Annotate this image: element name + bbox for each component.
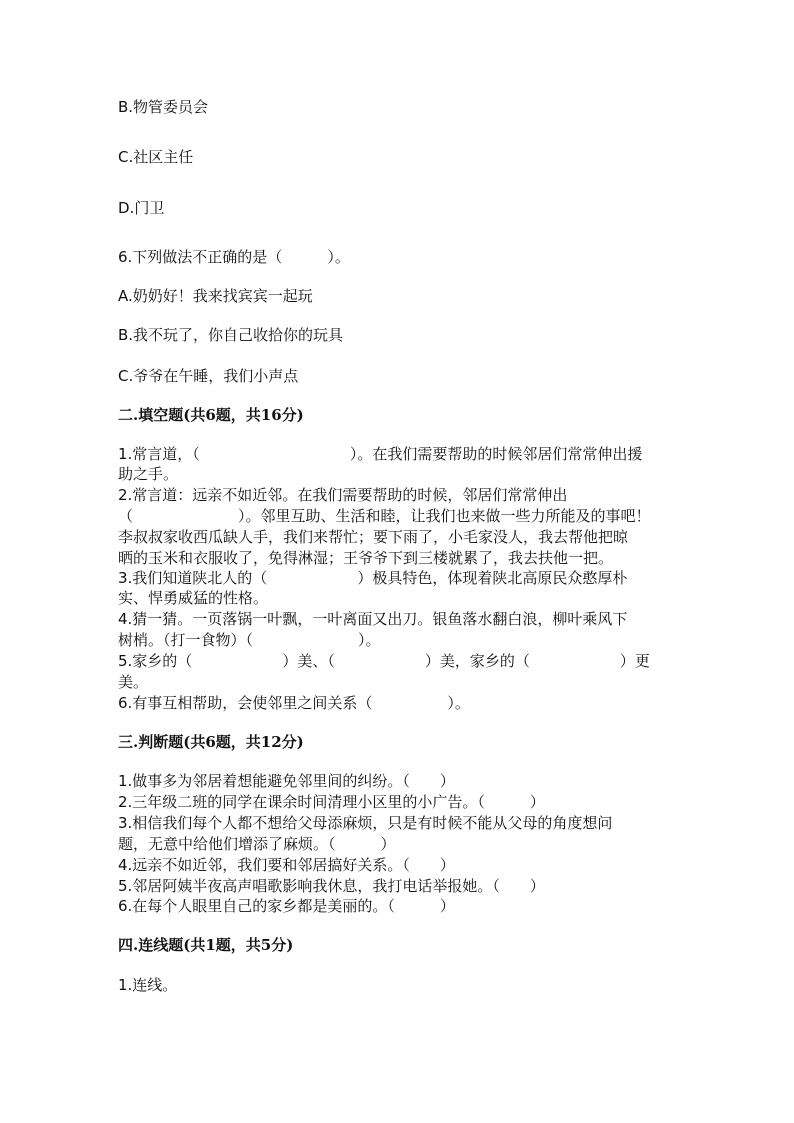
section-2-line: 1.常言道，（ ）。在我们需要帮助的时候邻居们常常伸出援 [118,445,643,463]
question-6-stem: 6.下列做法不正确的是（ ）。 [118,248,350,266]
section-3-line: 2.三年级二班的同学在课余时间清理小区里的小广告。（ ） [118,793,545,811]
option-d: D.门卫 [118,199,165,217]
section-3-line: 4.远亲不如近邻，我们要和邻居搞好关系。（ ） [118,856,455,874]
section-3-line: 6.在每个人眼里自己的家乡都是美丽的。（ ） [118,897,455,915]
section-3-line: 5.邻居阿姨半夜高声唱歌影响我休息，我打电话举报她。（ ） [118,877,545,895]
section-3-line: 题，无意中给他们增添了麻烦。（ ） [118,835,396,853]
section-2-line: 3.我们知道陕北人的（ ）极具特色，体现着陕北高原民众憨厚朴 [118,569,628,587]
question-6-option-a: A.奶奶好！我来找宾宾一起玩 [118,287,313,305]
question-6-option-b: B.我不玩了，你自己收拾你的玩具 [118,326,344,344]
question-6-option-c: C.爷爷在午睡，我们小声点 [118,367,299,385]
section-2-line: 实、悍勇威猛的性格。 [118,589,269,607]
section-2-line: 2.常言道：远亲不如近邻。在我们需要帮助的时候，邻居们常常伸出 [118,486,568,504]
section-2-line: 晒的玉米和衣服收了，免得淋湿；王爷爷下到三楼就累了，我去扶他一把。 [118,549,614,567]
section-4-line: 1.连线。 [118,976,178,994]
section-2-line: 4.猜一猜。一页落锅一叶飘，一叶离面又出刀。银鱼落水翻白浪，柳叶乘风下 [118,610,628,628]
section-2-line: 6.有事互相帮助，会使邻里之间关系（ ）。 [118,694,470,712]
option-c: C.社区主任 [118,148,194,166]
section-3-line: 3.相信我们每个人都不想给父母添麻烦，只是有时候不能从父母的角度想问 [118,814,613,832]
section-2-line: 助之手。 [118,465,179,483]
section-2-line: 5.家乡的（ ）美、（ ）美，家乡的（ ）更 [118,652,650,670]
section-4-heading: 四.连线题(共1题，共5分) [118,936,294,954]
section-2-line: 美。 [118,673,149,691]
section-3-line: 1.做事多为邻居着想能避免邻里间的纠纷。（ ） [118,772,455,790]
section-2-line: 树梢。（打一食物）（ ）。 [118,631,381,649]
option-b: B.物管委员会 [118,98,209,116]
section-2-line: 李叔叔家收西瓜缺人手，我们来帮忙；要下雨了，小毛家没人，我去帮他把晾 [118,528,629,546]
section-2-line: （ ）。邻里互助、生活和睦，让我们也来做一些力所能及的事吧！ [118,507,651,525]
section-2-heading: 二.填空题(共6题，共16分) [118,406,304,424]
section-3-heading: 三.判断题(共6题，共12分) [118,733,304,751]
